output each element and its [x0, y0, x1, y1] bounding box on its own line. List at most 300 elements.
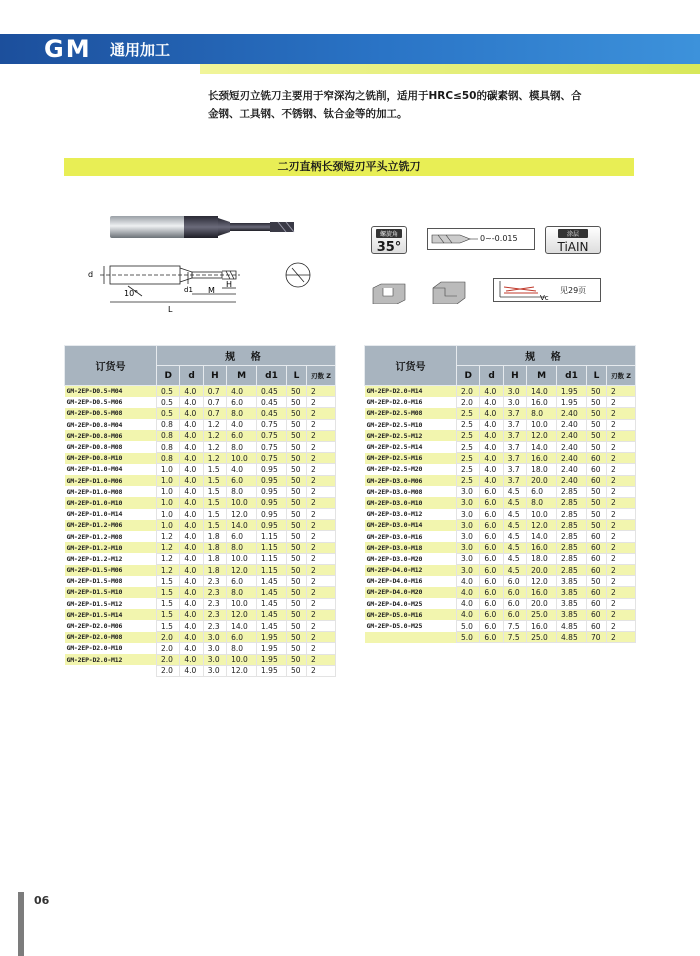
dim-label-h: H [226, 280, 233, 289]
table-row [65, 654, 336, 665]
spec-value-cell: 2 [307, 520, 336, 531]
spec-value-cell: 2.40 [557, 419, 587, 430]
spec-value-cell: 4.0 [180, 486, 203, 497]
spec-value-cell: 8.0 [227, 587, 257, 598]
col-d1: d1 [557, 366, 587, 386]
spec-value-cell: 3.7 [503, 430, 526, 441]
spec-value-cell: 50 [286, 441, 306, 452]
spec-value-cell: 0.75 [257, 441, 287, 452]
spec-value-cell: 3.0 [457, 520, 480, 531]
spec-value-cell: 4.0 [180, 520, 203, 531]
order-code-cell: GM-2EP-D2.0-M08 [65, 632, 157, 643]
spec-value-cell: 2 [607, 453, 636, 464]
spec-value-cell: 4.85 [557, 632, 587, 643]
spec-value-cell: 3.0 [203, 654, 226, 665]
spec-value-cell: 50 [586, 430, 606, 441]
spec-value-cell: 1.95 [257, 632, 287, 643]
spec-value-cell: 1.5 [157, 598, 180, 609]
spec-value-cell: 4.85 [557, 620, 587, 631]
spec-value-cell: 2 [307, 430, 336, 441]
spec-value-cell: 6.0 [480, 542, 503, 553]
spec-value-cell: 1.0 [157, 509, 180, 520]
spec-value-cell: 0.95 [257, 497, 287, 508]
spec-value-cell: 50 [286, 665, 306, 676]
spec-value-cell: 2 [607, 486, 636, 497]
dim-label-m: M [208, 286, 215, 295]
spec-value-cell: 4.0 [480, 386, 503, 397]
spec-value-cell: 6.0 [227, 475, 257, 486]
spec-value-cell: 1.95 [257, 665, 287, 676]
end-mill-illustration [80, 200, 340, 325]
spec-value-cell: 4.5 [503, 486, 526, 497]
spec-value-cell: 1.95 [257, 643, 287, 654]
spec-value-cell: 2.40 [557, 453, 587, 464]
spec-value-cell: 1.2 [203, 419, 226, 430]
table-row [365, 542, 636, 553]
spec-value-cell: 1.45 [257, 609, 287, 620]
spec-value-cell: 2.5 [457, 430, 480, 441]
spec-value-cell: 8.0 [227, 486, 257, 497]
spec-value-cell: 0.45 [257, 408, 287, 419]
spec-value-cell: 3.0 [457, 542, 480, 553]
spec-value-cell: 2.3 [203, 576, 226, 587]
banner-blue-bar [0, 34, 700, 64]
spec-value-cell: 12.0 [527, 576, 557, 587]
spec-value-cell: 4.0 [480, 475, 503, 486]
spec-value-cell: 6.0 [480, 565, 503, 576]
spec-value-cell: 2.3 [203, 598, 226, 609]
col-d: d [480, 366, 503, 386]
spec-value-cell: 50 [286, 542, 306, 553]
spec-value-cell: 4.0 [227, 464, 257, 475]
spec-value-cell: 3.0 [503, 397, 526, 408]
col-H: H [203, 366, 226, 386]
spec-value-cell: 1.8 [203, 542, 226, 553]
spec-value-cell: 2 [607, 609, 636, 620]
spec-value-cell: 2 [307, 654, 336, 665]
spec-value-cell: 1.2 [203, 453, 226, 464]
spec-value-cell: 6.0 [480, 553, 503, 564]
spec-value-cell: 25.0 [527, 609, 557, 620]
table-row [365, 520, 636, 531]
spec-value-cell: 50 [586, 509, 606, 520]
spec-value-cell: 0.8 [157, 441, 180, 452]
spec-value-cell: 2 [307, 609, 336, 620]
spec-value-cell: 4.0 [180, 453, 203, 464]
spec-value-cell: 6.0 [527, 486, 557, 497]
spec-value-cell: 1.45 [257, 620, 287, 631]
table-row [65, 609, 336, 620]
order-code-cell: GM-2EP-D1.0-M14 [65, 509, 157, 520]
table-row [365, 509, 636, 520]
spec-value-cell: 2.5 [457, 408, 480, 419]
table-row [365, 475, 636, 486]
spec-value-cell: 60 [586, 598, 606, 609]
spec-value-cell: 60 [586, 553, 606, 564]
spec-value-cell: 2 [607, 419, 636, 430]
spec-value-cell: 2 [307, 542, 336, 553]
spec-value-cell: 0.95 [257, 464, 287, 475]
spec-value-cell: 2 [307, 453, 336, 464]
spec-value-cell: 4.0 [180, 643, 203, 654]
spec-value-cell: 2.5 [457, 441, 480, 452]
col-H: H [503, 366, 526, 386]
table-row [65, 520, 336, 531]
cutting-speed-chart-icon [496, 279, 556, 301]
table-row [365, 632, 636, 643]
spec-value-cell: 3.0 [203, 632, 226, 643]
spec-value-cell: 2.40 [557, 430, 587, 441]
intro-line-2: 金钢、工具钢、不锈钢、钛合金等的加工。 [208, 108, 408, 120]
spec-value-cell: 50 [286, 576, 306, 587]
spec-value-cell: 60 [586, 565, 606, 576]
spec-value-cell: 2 [607, 620, 636, 631]
spec-value-cell: 4.0 [180, 576, 203, 587]
spec-value-cell: 3.7 [503, 464, 526, 475]
order-code-cell: GM-2EP-D3.0-M10 [365, 497, 457, 508]
spec-value-cell: 4.5 [503, 509, 526, 520]
banner-yellow-stripe [200, 64, 700, 74]
spec-value-cell: 50 [286, 620, 306, 631]
spec-value-cell: 4.0 [480, 397, 503, 408]
spec-value-cell: 4.0 [457, 587, 480, 598]
spec-value-cell: 4.0 [180, 441, 203, 452]
spec-value-cell: 4.0 [180, 464, 203, 475]
spec-value-cell: 3.0 [457, 509, 480, 520]
table-row [65, 587, 336, 598]
order-code-cell: GM-2EP-D2.5-M08 [365, 408, 457, 419]
order-code-cell: GM-2EP-D2.0-M14 [365, 386, 457, 397]
spec-value-cell: 1.5 [203, 497, 226, 508]
spec-value-cell: 1.5 [157, 609, 180, 620]
spec-value-cell: 6.0 [480, 587, 503, 598]
spec-value-cell: 2 [307, 565, 336, 576]
spec-value-cell: 2.5 [457, 464, 480, 475]
spec-value-cell: 3.85 [557, 587, 587, 598]
spec-value-cell: 10.0 [227, 553, 257, 564]
table-row [365, 453, 636, 464]
spec-value-cell: 2 [307, 486, 336, 497]
spec-value-cell: 20.0 [527, 475, 557, 486]
spec-value-cell: 4.0 [180, 598, 203, 609]
spec-value-cell: 1.45 [257, 576, 287, 587]
order-code-cell: GM-2EP-D5.0-M25 [365, 620, 457, 631]
spec-value-cell: 50 [286, 430, 306, 441]
spec-value-cell: 60 [586, 464, 606, 475]
spec-value-cell: 2.85 [557, 553, 587, 564]
spec-value-cell: 2 [607, 441, 636, 452]
spec-value-cell: 4.5 [503, 553, 526, 564]
table-row [65, 419, 336, 430]
spec-value-cell: 20.0 [527, 598, 557, 609]
order-code-cell: GM-2EP-D0.8-M06 [65, 430, 157, 441]
spec-value-cell: 0.5 [157, 408, 180, 419]
spec-value-cell: 10.0 [227, 654, 257, 665]
spec-value-cell: 2.85 [557, 565, 587, 576]
spec-value-cell: 3.0 [457, 565, 480, 576]
col-D: D [457, 366, 480, 386]
spec-value-cell: 2.85 [557, 486, 587, 497]
spec-value-cell: 2 [307, 587, 336, 598]
spec-value-cell: 70 [586, 632, 606, 643]
spec-value-cell: 1.8 [203, 553, 226, 564]
table-row [65, 665, 336, 676]
spec-value-cell: 5.0 [457, 632, 480, 643]
order-code-cell: GM-2EP-D3.0-M12 [365, 509, 457, 520]
spec-value-cell: 2 [607, 464, 636, 475]
spec-value-cell: 2.40 [557, 441, 587, 452]
spec-value-cell: 1.2 [157, 542, 180, 553]
spec-value-cell: 0.8 [157, 430, 180, 441]
table-row [365, 587, 636, 598]
order-code-cell: GM-2EP-D1.2-M10 [65, 542, 157, 553]
order-code-cell: GM-2EP-D2.5-M20 [365, 464, 457, 475]
spec-value-cell: 50 [286, 475, 306, 486]
table-row [365, 408, 636, 419]
spec-value-cell: 0.75 [257, 419, 287, 430]
spec-value-cell: 3.0 [457, 531, 480, 542]
spec-value-cell: 2 [607, 386, 636, 397]
order-code-cell: GM-2EP-D1.0-M06 [65, 475, 157, 486]
spec-icons [365, 226, 615, 306]
spec-value-cell: 50 [286, 587, 306, 598]
table-row [65, 598, 336, 609]
table-row [365, 397, 636, 408]
order-code-cell: GM-2EP-D1.5-M08 [65, 576, 157, 587]
spec-value-cell: 6.0 [227, 397, 257, 408]
spec-value-cell: 4.0 [180, 475, 203, 486]
page-number: 06 [34, 894, 50, 907]
spec-value-cell: 2 [607, 520, 636, 531]
dim-label-l: L [168, 305, 173, 314]
spec-value-cell: 7.5 [503, 620, 526, 631]
spec-value-cell: 50 [286, 397, 306, 408]
spec-value-cell: 0.75 [257, 430, 287, 441]
spec-value-cell: 14.0 [227, 520, 257, 531]
tolerance-box [427, 228, 535, 250]
table-row [365, 441, 636, 452]
spec-value-cell: 2 [307, 497, 336, 508]
spec-value-cell: 50 [286, 464, 306, 475]
spec-value-cell: 0.7 [203, 408, 226, 419]
series-code: GM [44, 35, 92, 63]
tolerance-icon [430, 229, 478, 249]
order-code-cell: GM-2EP-D0.8-M04 [65, 419, 157, 430]
spec-value-cell: 4.0 [480, 408, 503, 419]
spec-value-cell: 2.0 [457, 397, 480, 408]
table-row [365, 464, 636, 475]
spec-value-cell: 1.95 [257, 654, 287, 665]
category-title: 通用加工 [110, 41, 171, 59]
spec-value-cell: 10.0 [527, 419, 557, 430]
spec-value-cell: 50 [586, 520, 606, 531]
spec-value-cell: 50 [286, 609, 306, 620]
dim-label-d1: d1 [184, 286, 193, 294]
order-code-cell: GM-2EP-D4.0-M12 [365, 565, 457, 576]
spec-value-cell: 4.0 [180, 408, 203, 419]
spec-value-cell: 1.2 [203, 441, 226, 452]
spec-value-cell: 2 [307, 464, 336, 475]
spec-header: 规 格 [457, 346, 636, 366]
spec-value-cell: 2.0 [157, 665, 180, 676]
spec-value-cell: 16.0 [527, 542, 557, 553]
spec-value-cell: 12.0 [227, 565, 257, 576]
intro-line-1: 长颈短刃立铣刀主要用于窄深沟之铣削，适用于HRC≤50的碳素钢、模具钢、合 [208, 90, 582, 102]
spec-value-cell: 2.85 [557, 497, 587, 508]
spec-value-cell: 4.5 [503, 542, 526, 553]
order-code-cell: GM-2EP-D0.5-M04 [65, 386, 157, 397]
table-row [365, 620, 636, 631]
spec-value-cell: 2 [607, 598, 636, 609]
spec-value-cell: 50 [586, 386, 606, 397]
coating-value: TiAIN [557, 240, 589, 254]
spec-value-cell: 18.0 [527, 464, 557, 475]
col-L: L [586, 366, 606, 386]
order-code-cell: GM-2EP-D2.0-M12 [65, 654, 157, 665]
spec-value-cell: 4.0 [457, 609, 480, 620]
spec-value-cell: 16.0 [527, 620, 557, 631]
table-row [365, 497, 636, 508]
spec-value-cell: 1.0 [157, 475, 180, 486]
spec-value-cell: 6.0 [503, 576, 526, 587]
spec-value-cell: 1.2 [203, 430, 226, 441]
spec-value-cell: 50 [286, 654, 306, 665]
spec-value-cell: 4.0 [480, 419, 503, 430]
spec-value-cell: 50 [586, 441, 606, 452]
spec-value-cell: 2 [307, 643, 336, 654]
spec-value-cell: 2 [607, 509, 636, 520]
spec-value-cell: 2.0 [457, 386, 480, 397]
spec-value-cell: 3.0 [203, 665, 226, 676]
order-code-cell: GM-2EP-D2.5-M10 [365, 419, 457, 430]
spec-value-cell: 4.0 [180, 632, 203, 643]
spec-value-cell: 2 [307, 397, 336, 408]
spec-value-cell: 4.0 [480, 430, 503, 441]
spec-value-cell: 1.15 [257, 542, 287, 553]
spec-value-cell: 3.0 [457, 497, 480, 508]
table-row [65, 576, 336, 587]
spec-value-cell: 50 [286, 598, 306, 609]
page-number-bar [18, 892, 24, 956]
table-row [65, 408, 336, 419]
spec-value-cell: 4.0 [180, 587, 203, 598]
coating-label: 涂层 [558, 229, 588, 238]
spec-value-cell: 1.8 [203, 531, 226, 542]
spec-value-cell: 12.0 [527, 520, 557, 531]
helix-angle-badge [371, 226, 407, 254]
spec-value-cell: 50 [286, 419, 306, 430]
order-code-cell: GM-2EP-D3.0-M06 [365, 475, 457, 486]
spec-value-cell: 2.3 [203, 609, 226, 620]
spec-value-cell: 60 [586, 531, 606, 542]
dim-label-angle: 10° [124, 289, 139, 298]
order-code-cell: GM-2EP-D2.0-M06 [65, 620, 157, 631]
spec-value-cell: 3.7 [503, 419, 526, 430]
table-row [65, 620, 336, 631]
order-code-cell: GM-2EP-D3.0-M08 [365, 486, 457, 497]
spec-value-cell: 1.15 [257, 531, 287, 542]
spec-value-cell: 2.0 [157, 654, 180, 665]
spec-value-cell: 2 [307, 408, 336, 419]
order-code-cell [365, 632, 457, 643]
spec-value-cell: 4.0 [480, 464, 503, 475]
table-row [65, 553, 336, 564]
order-code-cell [65, 665, 157, 676]
col-d: d [180, 366, 203, 386]
spec-value-cell: 2.40 [557, 464, 587, 475]
spec-value-cell: 4.0 [180, 609, 203, 620]
spec-value-cell: 8.0 [227, 441, 257, 452]
spec-value-cell: 0.7 [203, 386, 226, 397]
spec-value-cell: 2.3 [203, 620, 226, 631]
spec-value-cell: 1.15 [257, 553, 287, 564]
spec-value-cell: 14.0 [227, 620, 257, 631]
order-code-cell: GM-2EP-D3.0-M14 [365, 520, 457, 531]
spec-value-cell: 3.85 [557, 576, 587, 587]
table-row [365, 419, 636, 430]
table-row [65, 386, 336, 397]
table-row [65, 397, 336, 408]
vc-page-reference: 见29页 [560, 286, 587, 295]
spec-value-cell: 3.0 [457, 553, 480, 564]
order-no-header: 订货号 [65, 346, 157, 386]
col-M: M [227, 366, 257, 386]
spec-value-cell: 2.0 [157, 643, 180, 654]
spec-value-cell: 6.0 [227, 632, 257, 643]
spec-value-cell: 2 [307, 441, 336, 452]
spec-value-cell: 4.5 [503, 497, 526, 508]
spec-value-cell: 2.85 [557, 542, 587, 553]
spec-table-left [64, 345, 336, 677]
order-code-cell: GM-2EP-D4.0-M16 [365, 576, 457, 587]
spec-value-cell: 16.0 [527, 397, 557, 408]
spec-value-cell: 6.0 [480, 531, 503, 542]
spec-value-cell: 4.0 [180, 665, 203, 676]
spec-value-cell: 12.0 [527, 430, 557, 441]
spec-value-cell: 6.0 [480, 620, 503, 631]
dim-label-d: d [88, 270, 94, 279]
spec-value-cell: 50 [286, 643, 306, 654]
spec-value-cell: 50 [286, 386, 306, 397]
spec-value-cell: 12.0 [227, 609, 257, 620]
table-row [65, 509, 336, 520]
spec-value-cell: 50 [586, 486, 606, 497]
spec-value-cell: 1.5 [157, 620, 180, 631]
spec-value-cell: 0.75 [257, 453, 287, 464]
spec-value-cell: 4.0 [180, 654, 203, 665]
spec-value-cell: 2 [307, 620, 336, 631]
spec-value-cell: 25.0 [527, 632, 557, 643]
order-code-cell: GM-2EP-D1.5-M12 [65, 598, 157, 609]
spec-value-cell: 2.5 [457, 453, 480, 464]
spec-value-cell: 6.0 [480, 632, 503, 643]
table-row [365, 565, 636, 576]
order-code-cell: GM-2EP-D1.2-M06 [65, 520, 157, 531]
spec-value-cell: 16.0 [527, 453, 557, 464]
spec-value-cell: 8.0 [527, 497, 557, 508]
spec-value-cell: 2 [607, 430, 636, 441]
spec-value-cell: 50 [286, 408, 306, 419]
spec-value-cell: 60 [586, 587, 606, 598]
table-row [365, 531, 636, 542]
spec-value-cell: 8.0 [227, 408, 257, 419]
section-title: 二刃直柄长颈短刃平头立铣刀 [64, 158, 634, 176]
spec-value-cell: 4.0 [180, 419, 203, 430]
spec-value-cell: 3.85 [557, 598, 587, 609]
spec-value-cell: 2.0 [157, 632, 180, 643]
spec-value-cell: 2 [307, 665, 336, 676]
order-code-cell: GM-2EP-D1.0-M08 [65, 486, 157, 497]
